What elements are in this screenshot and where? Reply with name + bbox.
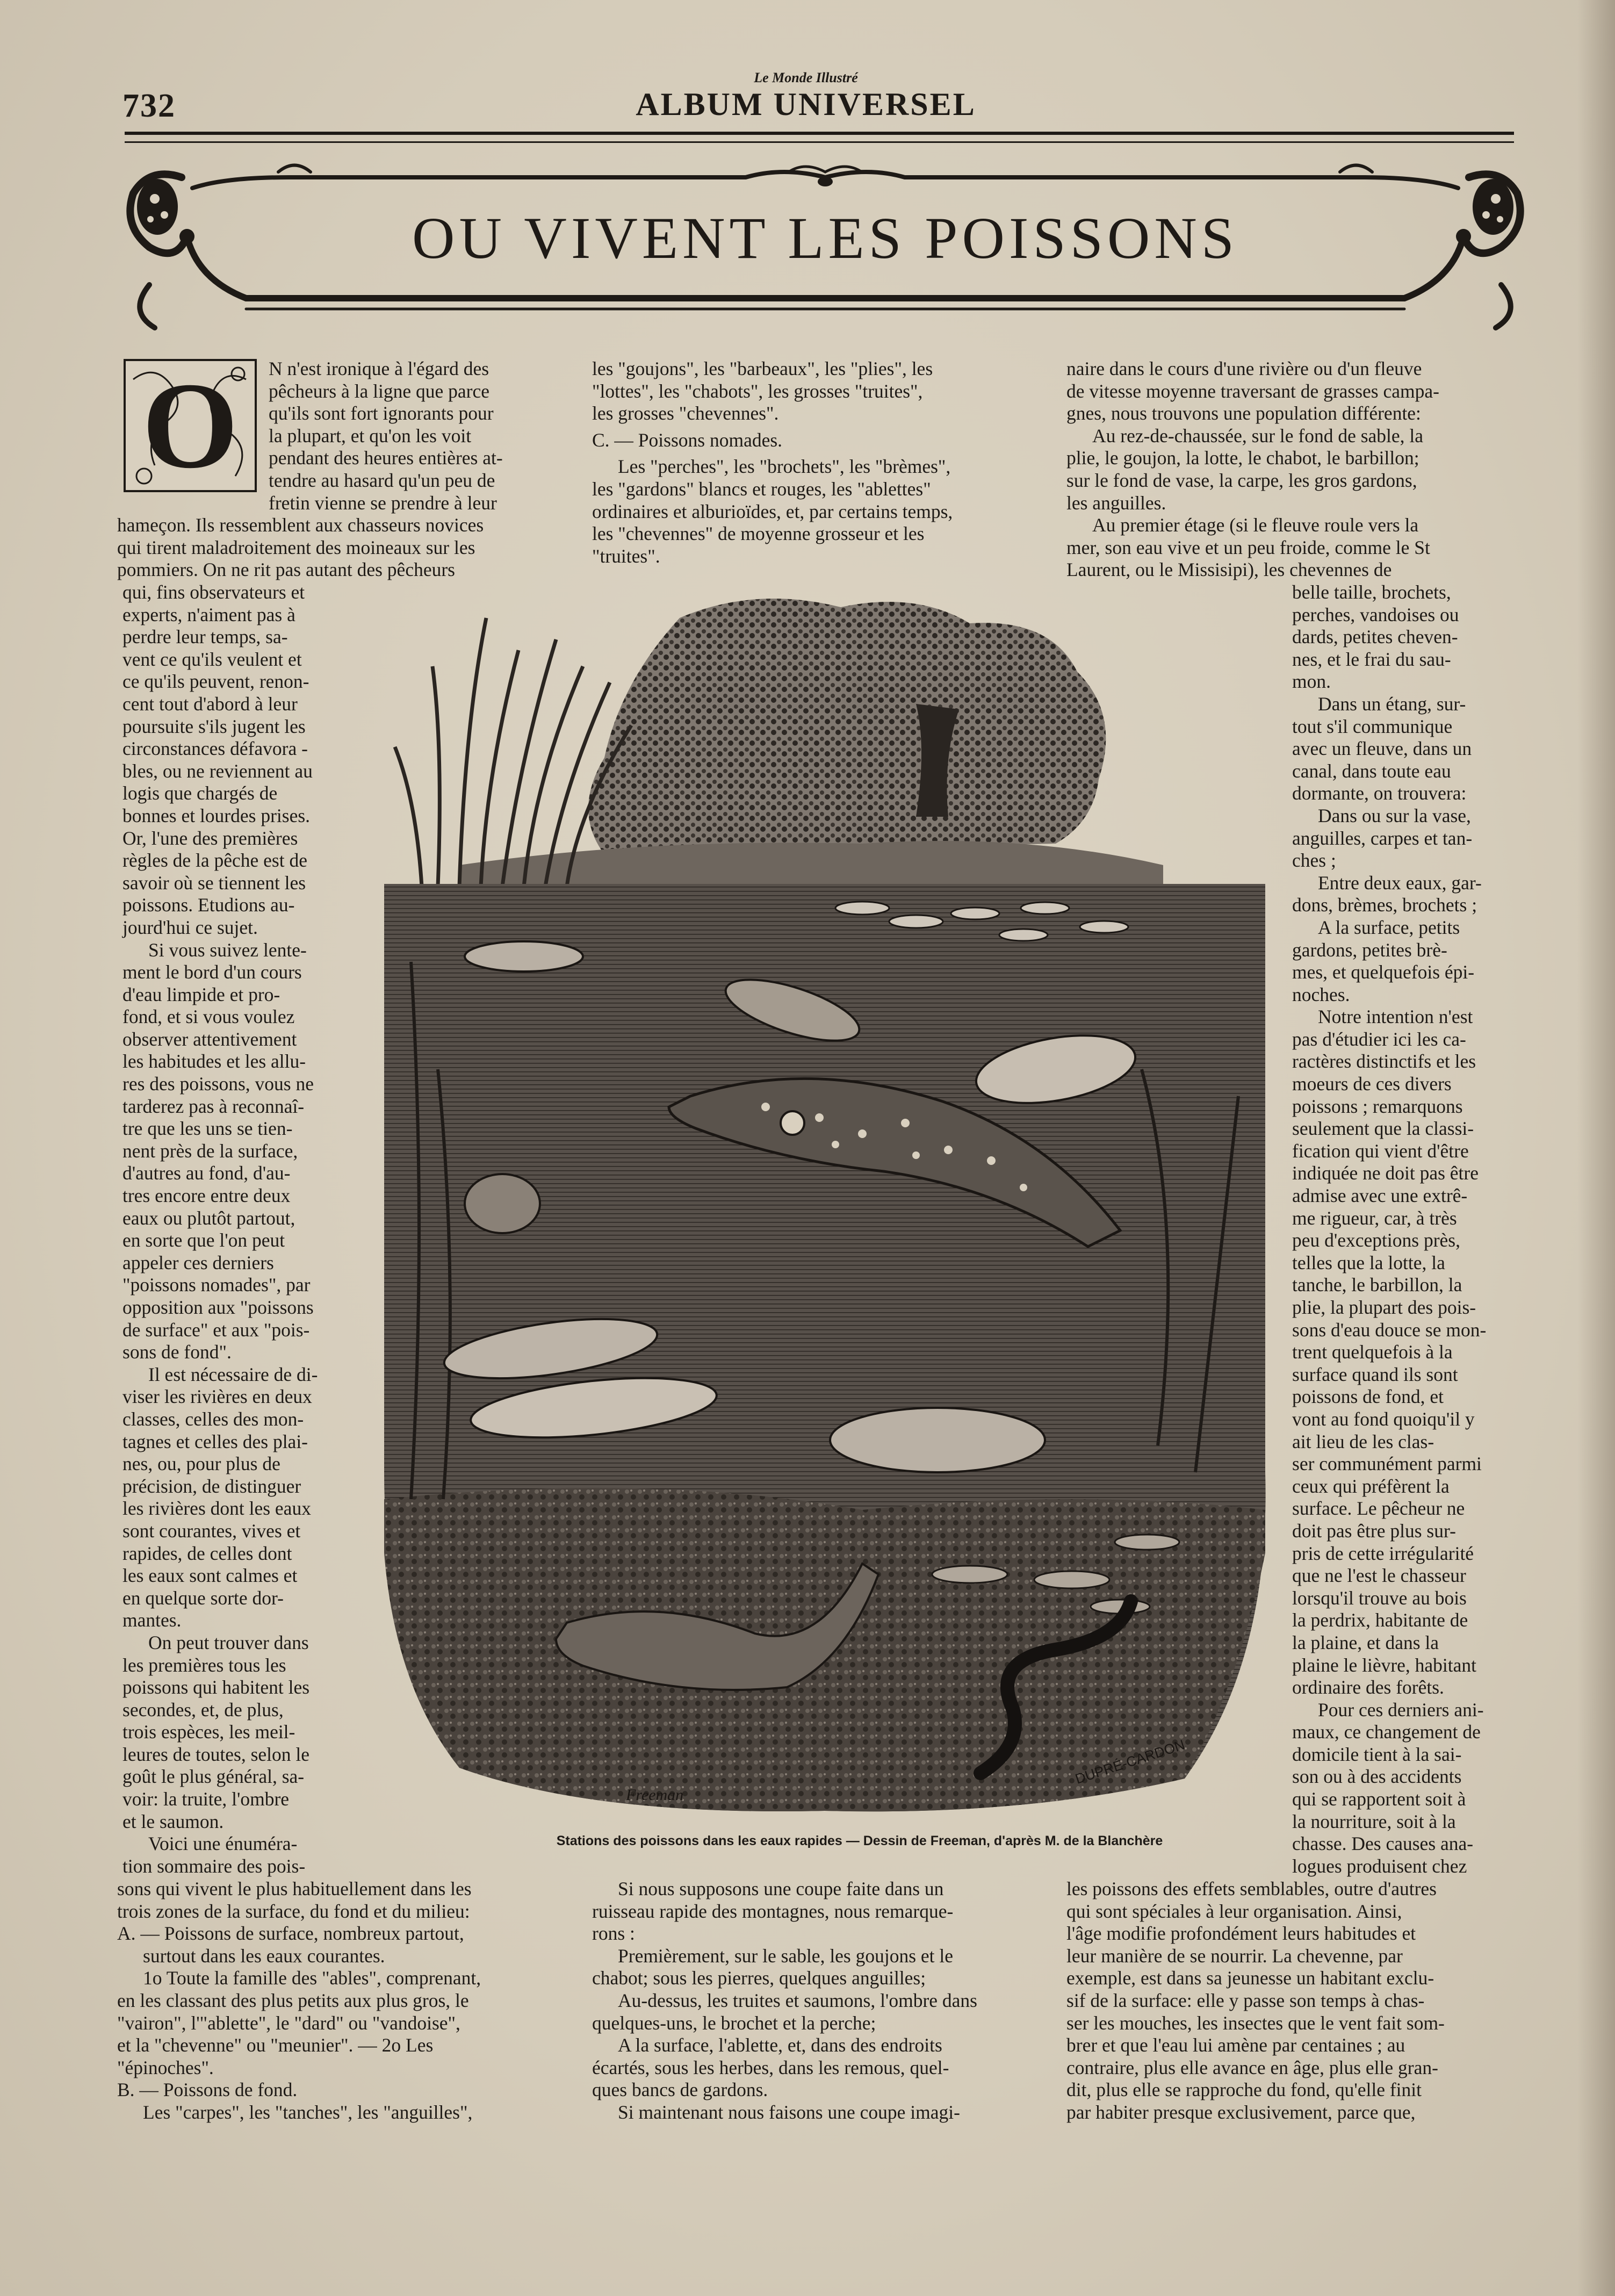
text-line: tres encore entre deux bbox=[122, 1185, 291, 1207]
text-line: sont courantes, vives et bbox=[122, 1520, 301, 1542]
text-line: "lottes", les "chabots", les grosses "truites", bbox=[592, 380, 923, 402]
text-line: tarderez pas à reconnaî- bbox=[122, 1095, 305, 1117]
signature-right: DUPRÉ-CARDON bbox=[1073, 1736, 1187, 1787]
text-line: perdre leur temps, sa- bbox=[122, 626, 288, 648]
text-line: et la "chevenne" ou "meunier". — 2o Les bbox=[117, 2034, 434, 2056]
text-line: nes, ou, pour plus de bbox=[122, 1453, 280, 1475]
text-line: en sorte que l'on peut bbox=[122, 1229, 285, 1251]
text-line: que ne l'est le chasseur bbox=[1292, 1565, 1466, 1587]
text-line: par habiter presque exclusivement, parce que, bbox=[1066, 2101, 1416, 2123]
text-line: canal, dans toute eau bbox=[1292, 760, 1451, 782]
text-line: gardons, petites brè- bbox=[1292, 939, 1447, 961]
text-line: leures de toutes, selon le bbox=[122, 1743, 309, 1765]
text-line: observer attentivement bbox=[122, 1028, 297, 1050]
text-line: chabot; sous les pierres, quelques anguilles; bbox=[592, 1967, 926, 1989]
text-line: tanche, le barbillon, la bbox=[1292, 1274, 1462, 1296]
text-line: ser communément parmi bbox=[1292, 1453, 1482, 1475]
text-line: mon. bbox=[1292, 671, 1331, 693]
text-line: poissons. Etudions au- bbox=[122, 894, 295, 916]
text-line: Voici une énuméra- bbox=[148, 1833, 298, 1855]
text-line: maux, ce changement de bbox=[1292, 1721, 1481, 1743]
text-line: plie, le goujon, la lotte, le chabot, le barbillon; bbox=[1066, 447, 1419, 469]
text-line: N n'est ironique à l'égard des bbox=[269, 358, 489, 379]
text-line: exemple, est dans sa jeunesse un habitant exclu- bbox=[1066, 1967, 1434, 1989]
text-line: ait lieu de les clas- bbox=[1292, 1430, 1434, 1452]
text-line: et le saumon. bbox=[122, 1810, 224, 1832]
text-line: Les "perches", les "brochets", les "brèmes", bbox=[618, 456, 951, 478]
text-line: ceux qui préfèrent la bbox=[1292, 1475, 1450, 1497]
text-line: tagnes et celles des plai- bbox=[122, 1430, 308, 1452]
text-line: Entre deux eaux, gar- bbox=[1318, 872, 1482, 894]
text-line: rons : bbox=[592, 1923, 635, 1945]
title-banner bbox=[117, 156, 1533, 333]
text-line: A la surface, petits bbox=[1318, 916, 1460, 938]
text-line: surtout dans les eaux courantes. bbox=[143, 1945, 385, 1967]
text-line: pendant des heures entières at- bbox=[269, 447, 503, 469]
text-line: en quelque sorte dor- bbox=[122, 1587, 284, 1609]
publication-supertitle: Le Monde Illustré bbox=[754, 70, 858, 85]
text-line: dit, plus elle se rapproche du fond, qu'elle finit bbox=[1066, 2079, 1422, 2101]
drop-cap-letter: O bbox=[142, 357, 239, 494]
text-line: Au premier étage (si le fleuve roule vers la bbox=[1092, 514, 1419, 536]
text-line: Premièrement, sur le sable, les goujons et le bbox=[618, 1945, 954, 1967]
text-line: nes, et le frai du sau- bbox=[1292, 648, 1451, 670]
text-line: gnes, nous trouvons une population différente: bbox=[1066, 402, 1421, 424]
text-line: fication qui vient d'être bbox=[1292, 1140, 1469, 1162]
text-line: belle taille, brochets, bbox=[1292, 581, 1451, 603]
column-1-bottom bbox=[117, 1878, 578, 2124]
text-line: "vairon", l'"ablette", le "dard" ou "vandoise", bbox=[117, 2012, 460, 2034]
publication-title: ALBUM UNIVERSEL bbox=[636, 87, 976, 122]
text-line: en les classant des plus petits aux plus gros, le bbox=[117, 1989, 469, 2011]
text-line: les "gardons" blancs et rouges, les "ablettes" bbox=[592, 478, 931, 500]
header-rule bbox=[125, 132, 1514, 135]
text-line: logues produisent chez bbox=[1292, 1855, 1467, 1877]
text-line: qui, fins observateurs et bbox=[122, 581, 305, 603]
text-line: classes, celles des mon- bbox=[122, 1408, 304, 1430]
column-3-top bbox=[1066, 358, 1527, 581]
text-line: Il est nécessaire de di- bbox=[148, 1363, 318, 1385]
text-line: d'eau limpide et pro- bbox=[122, 983, 280, 1005]
text-line: contraire, plus elle avance en âge, plus elle gran- bbox=[1066, 2056, 1438, 2078]
text-line: poissons de fond, et bbox=[1292, 1386, 1444, 1408]
text-line: Si nous supposons une coupe faite dans un bbox=[618, 1878, 944, 1899]
text-line: poissons ; remarquons bbox=[1292, 1095, 1463, 1117]
text-line: jourd'hui ce sujet. bbox=[122, 916, 258, 938]
text-line: trois espèces, les meil- bbox=[122, 1721, 295, 1743]
text-line: B. — Poissons de fond. bbox=[117, 2079, 298, 2101]
text-line: Laurent, ou le Missisipi), les chevennes de bbox=[1066, 559, 1392, 581]
text-line: ques bancs de gardons. bbox=[592, 2079, 768, 2101]
text-line: d'autres au fond, d'au- bbox=[122, 1162, 291, 1184]
text-line: Si vous suivez lente- bbox=[148, 939, 307, 961]
text-line: la plaine, et dans la bbox=[1292, 1631, 1439, 1653]
text-line: mer, son eau vive et un peu froide, comme le St bbox=[1066, 536, 1430, 558]
text-line: 1o Toute la famille des "ables", comprenant, bbox=[143, 1967, 481, 1989]
text-line: ordinaires et alburioïdes, et, par certains temps, bbox=[592, 500, 953, 522]
text-line: quelques-uns, le brochet et la perche; bbox=[592, 2012, 876, 2034]
text-line: res des poissons, vous ne bbox=[122, 1073, 314, 1095]
text-line: domicile tient à la sai- bbox=[1292, 1743, 1462, 1765]
text-line: qui se rapportent soit à bbox=[1292, 1788, 1466, 1810]
text-line: brer et que l'eau lui amène par centaines ; au bbox=[1066, 2034, 1405, 2056]
text-line: tre que les uns se tien- bbox=[122, 1118, 293, 1140]
text-line: Notre intention n'est bbox=[1318, 1006, 1473, 1028]
text-line: seulement que la classi- bbox=[1292, 1118, 1474, 1140]
text-line: les habitudes et les allu- bbox=[122, 1050, 306, 1073]
engraving-drawing bbox=[379, 586, 1271, 1827]
column-3-bottom bbox=[1066, 1878, 1527, 2124]
text-line: poursuite s'ils jugent les bbox=[122, 715, 306, 737]
text-line: tendre au hasard qu'un peu de bbox=[269, 469, 495, 491]
text-line: perches, vandoises ou bbox=[1292, 603, 1459, 625]
text-line: qu'ils sont fort ignorants pour bbox=[269, 402, 494, 424]
text-line: A. — Poissons de surface, nombreux partout, bbox=[117, 1923, 464, 1945]
text-line: ment le bord d'un cours bbox=[122, 961, 302, 983]
text-line: sif de la surface: elle y passe son temps à chas- bbox=[1066, 1989, 1425, 2011]
text-line: les poissons des effets semblables, outre d'autres bbox=[1066, 1878, 1437, 1899]
text-line: naire dans le cours d'une rivière ou d'un fleuve bbox=[1066, 358, 1422, 379]
page-number: 732 bbox=[122, 88, 176, 124]
text-line: "épinoches". bbox=[117, 2056, 214, 2078]
text-line: appeler ces derniers bbox=[122, 1251, 274, 1273]
text-line: admise avec une extrê- bbox=[1292, 1185, 1468, 1207]
text-line: rapides, de celles dont bbox=[122, 1542, 292, 1564]
text-line: ches ; bbox=[1292, 850, 1336, 872]
text-line: chasse. Des causes ana- bbox=[1292, 1833, 1474, 1855]
column-3-narrow bbox=[1292, 581, 1527, 1877]
column-1-wide bbox=[117, 514, 578, 581]
text-line: de vitesse moyenne traversant de grasses campa- bbox=[1066, 380, 1439, 402]
drop-cap bbox=[122, 358, 258, 493]
text-line: Les "carpes", les "tanches", les "anguilles", bbox=[143, 2101, 473, 2123]
text-line: Or, l'une des premières bbox=[122, 827, 298, 849]
text-line: Pour ces derniers ani- bbox=[1318, 1698, 1484, 1721]
text-line: plaine le lièvre, habitant bbox=[1292, 1654, 1477, 1676]
text-line: vent ce qu'ils veulent et bbox=[122, 648, 302, 670]
text-line: sons d'eau douce se mon- bbox=[1292, 1319, 1487, 1341]
text-line: "truites". bbox=[592, 545, 660, 567]
text-line: savoir où se tiennent les bbox=[122, 872, 306, 894]
text-line: fretin vienne se prendre à leur bbox=[269, 492, 497, 514]
text-line: Dans ou sur la vase, bbox=[1318, 804, 1471, 826]
text-line: sons qui vivent le plus habituellement dans les bbox=[117, 1878, 472, 1899]
text-line: Au rez-de-chaussée, sur le fond de sable, la bbox=[1092, 424, 1424, 447]
text-line: tout s'il communique bbox=[1292, 715, 1453, 737]
text-line: qui sont spéciales à leur organisation. Ainsi, bbox=[1066, 1900, 1402, 1922]
text-line: pommiers. On ne rit pas autant des pêcheurs bbox=[117, 559, 455, 581]
column-2-top bbox=[592, 358, 1052, 567]
text-line: me rigueur, car, à très bbox=[1292, 1207, 1457, 1229]
text-line: anguilles, carpes et tan- bbox=[1292, 827, 1473, 849]
text-line: fond, et si vous voulez bbox=[122, 1006, 295, 1028]
text-line: cent tout d'abord à leur bbox=[122, 693, 298, 715]
text-line: noches. bbox=[1292, 983, 1350, 1005]
text-line: les eaux sont calmes et bbox=[122, 1565, 298, 1587]
text-line: circonstances défavora - bbox=[122, 738, 308, 760]
text-line: pris de cette irrégularité bbox=[1292, 1542, 1474, 1564]
text-line: l'âge modifie profondément leurs habitudes et bbox=[1066, 1923, 1416, 1945]
text-line: On peut trouver dans bbox=[148, 1631, 309, 1653]
text-line: les premières tous les bbox=[122, 1654, 286, 1676]
text-line: eaux ou plutôt partout, bbox=[122, 1207, 295, 1229]
text-line: bonnes et lourdes prises. bbox=[122, 804, 311, 826]
page-spine-shadow bbox=[1577, 0, 1615, 2296]
text-line: goût le plus général, sa- bbox=[122, 1766, 305, 1788]
text-line: tion sommaire des pois- bbox=[122, 1855, 306, 1877]
text-line: les "chevennes" de moyenne grosseur et les bbox=[592, 523, 925, 545]
text-line: trois zones de la surface, du fond et du milieu: bbox=[117, 1900, 470, 1922]
text-line: trent quelquefois à la bbox=[1292, 1341, 1453, 1363]
text-line: ractères distinctifs et les bbox=[1292, 1050, 1476, 1073]
text-line: mantes. bbox=[122, 1609, 182, 1631]
header-rule-thin bbox=[125, 141, 1514, 143]
text-line: leur manière de se nourrir. La chevenne, par bbox=[1066, 1945, 1403, 1967]
text-line: les rivières dont les eaux bbox=[122, 1498, 311, 1520]
text-line: dons, brèmes, brochets ; bbox=[1292, 894, 1477, 916]
text-line: secondes, et, de plus, bbox=[122, 1698, 284, 1721]
text-line: lorsqu'il trouve au bois bbox=[1292, 1587, 1467, 1609]
text-line: son ou à des accidents bbox=[1292, 1766, 1462, 1788]
text-line: bles, ou ne reviennent au bbox=[122, 760, 313, 782]
text-line: nent près de la surface, bbox=[122, 1140, 298, 1162]
text-line: Dans un étang, sur- bbox=[1318, 693, 1466, 715]
text-line: experts, n'aiment pas à bbox=[122, 603, 295, 625]
column-1-narrow bbox=[122, 581, 357, 1877]
text-line: vont au fond quoiqu'il y bbox=[1292, 1408, 1475, 1430]
text-line: précision, de distinguer bbox=[122, 1475, 301, 1497]
text-line: peu d'exceptions près, bbox=[1292, 1229, 1460, 1251]
text-line: sons de fond". bbox=[122, 1341, 232, 1363]
text-line: la perdrix, habitante de bbox=[1292, 1609, 1468, 1631]
article-title: OU VIVENT LES POISSONS bbox=[412, 205, 1238, 271]
text-line: ruisseau rapide des montagnes, nous remarque- bbox=[592, 1900, 954, 1922]
text-line: telles que la lotte, la bbox=[1292, 1251, 1445, 1273]
text-line: écartés, sous les herbes, dans les remous, quel- bbox=[592, 2056, 949, 2078]
signature-left: Freeman bbox=[626, 1786, 684, 1804]
text-line: indiquée ne doit pas être bbox=[1292, 1162, 1479, 1184]
text-line: Au-dessus, les truites et saumons, l'ombre dans bbox=[618, 1989, 977, 2011]
text-line: les anguilles. bbox=[1066, 492, 1166, 514]
text-line: ce qu'ils peuvent, renon- bbox=[122, 671, 309, 693]
illustration-caption: Stations des poissons dans les eaux rapides — Dessin de Freeman, d'après M. de la Blanchère bbox=[556, 1833, 1163, 1848]
text-line: les "goujons", les "barbeaux", les "plies", les bbox=[592, 358, 933, 379]
text-line: de surface" et aux "pois- bbox=[122, 1319, 310, 1341]
text-line: poissons qui habitent les bbox=[122, 1676, 310, 1698]
text-line: la nourriture, soit à la bbox=[1292, 1810, 1456, 1832]
text-line: A la surface, l'ablette, et, dans des endroits bbox=[618, 2034, 942, 2056]
text-line: logis que chargés de bbox=[122, 782, 278, 804]
text-line: doit pas être plus sur- bbox=[1292, 1520, 1456, 1542]
text-line: avec un fleuve, dans un bbox=[1292, 738, 1472, 760]
text-line: surface. Le pêcheur ne bbox=[1292, 1498, 1465, 1520]
text-line: dards, petites cheven- bbox=[1292, 626, 1458, 648]
fish-habitat-engraving bbox=[379, 586, 1271, 1827]
text-line: mes, et quelquefois épi- bbox=[1292, 961, 1475, 983]
column-1-intro bbox=[269, 358, 578, 514]
text-line: règles de la pêche est de bbox=[122, 850, 307, 872]
text-line: C. — Poissons nomades. bbox=[592, 429, 783, 451]
text-line: la plupart, et qu'on les voit bbox=[269, 424, 472, 447]
text-line: "poissons nomades", par bbox=[122, 1274, 311, 1296]
column-2-bottom bbox=[592, 1878, 1052, 2124]
text-line: ordinaire des forêts. bbox=[1292, 1676, 1444, 1698]
text-line: voir: la truite, l'ombre bbox=[122, 1788, 290, 1810]
text-line: hameçon. Ils ressemblent aux chasseurs novices bbox=[117, 514, 484, 536]
text-line: viser les rivières en deux bbox=[122, 1386, 312, 1408]
text-line: plie, la plupart des pois- bbox=[1292, 1297, 1476, 1318]
text-line: pêcheurs à la ligne que parce bbox=[269, 380, 489, 402]
text-line: les grosses "chevennes". bbox=[592, 402, 779, 424]
text-line: sur le fond de vase, la carpe, les gros gardons, bbox=[1066, 469, 1417, 491]
text-line: ser les mouches, les insectes que le vent fait som- bbox=[1066, 2012, 1445, 2034]
text-line: moeurs de ces divers bbox=[1292, 1073, 1452, 1095]
text-line: qui tirent maladroitement des moineaux sur les bbox=[117, 536, 475, 558]
text-line: opposition aux "poissons bbox=[122, 1297, 314, 1318]
text-line: surface quand ils sont bbox=[1292, 1363, 1458, 1385]
text-line: pas d'étudier ici les ca- bbox=[1292, 1028, 1466, 1050]
text-line: dormante, on trouvera: bbox=[1292, 782, 1467, 804]
text-line: Si maintenant nous faisons une coupe imagi- bbox=[618, 2101, 960, 2123]
